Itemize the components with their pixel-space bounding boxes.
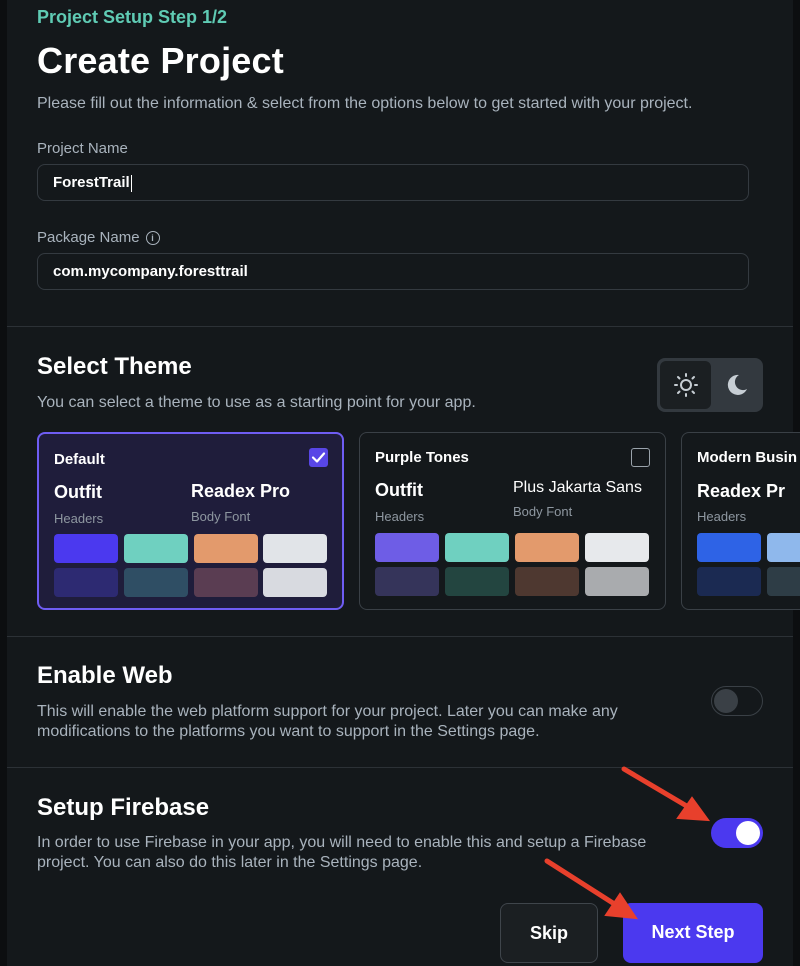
header-font-name: Outfit — [54, 482, 102, 502]
body-font-name: Plus Jakarta Sans — [513, 479, 642, 496]
theme-card-name: Modern Busin — [697, 449, 797, 466]
annotation-arrow-firebase-line — [624, 769, 690, 808]
page-description: Please fill out the information & select from the options below to get started with your project. — [37, 95, 693, 112]
theme-card-name: Default — [54, 451, 105, 468]
body-font-name: Readex Pro — [191, 481, 291, 501]
theme-card-name: Purple Tones — [375, 449, 469, 466]
page-title: Create Project — [37, 40, 284, 81]
select-theme-title: Select Theme — [37, 353, 192, 380]
setup-firebase-description: In order to use Firebase in your app, you will need to enable this and setup a Firebase project. You can also do this later in the Settings page. — [37, 834, 647, 871]
select-theme-description: You can select a theme to use as a starting point for your app. — [37, 394, 476, 411]
package-name-label-text: Package Name — [37, 229, 140, 246]
header-font-role: Headers — [375, 509, 425, 524]
annotation-arrow-next-head — [606, 894, 636, 918]
step-indicator: Project Setup Step 1/2 — [37, 7, 228, 27]
project-name-value: ForestTrail — [53, 174, 130, 191]
annotation-arrow-next-line — [547, 861, 616, 905]
next-step-button[interactable]: Next Step — [623, 903, 763, 963]
header-font-role: Headers — [54, 511, 104, 526]
body-font-role: Body Font — [513, 504, 573, 519]
body-font-role: Body Font — [191, 509, 251, 524]
header-font-name: Outfit — [375, 480, 423, 500]
project-name-label: Project Name — [37, 140, 128, 157]
header-font-name: Readex Pr — [697, 481, 786, 501]
enable-web-title: Enable Web — [37, 662, 173, 689]
enable-web-description: This will enable the web platform support for your project. Later you can make any modifications to the platforms you want to support in the Settings page. — [37, 703, 618, 740]
skip-button[interactable]: Skip — [500, 903, 598, 963]
info-icon[interactable]: i — [146, 231, 160, 245]
package-name-value: com.mycompany.foresttrail — [53, 263, 248, 280]
header-font-role: Headers — [697, 509, 747, 524]
setup-firebase-title: Setup Firebase — [37, 794, 210, 821]
